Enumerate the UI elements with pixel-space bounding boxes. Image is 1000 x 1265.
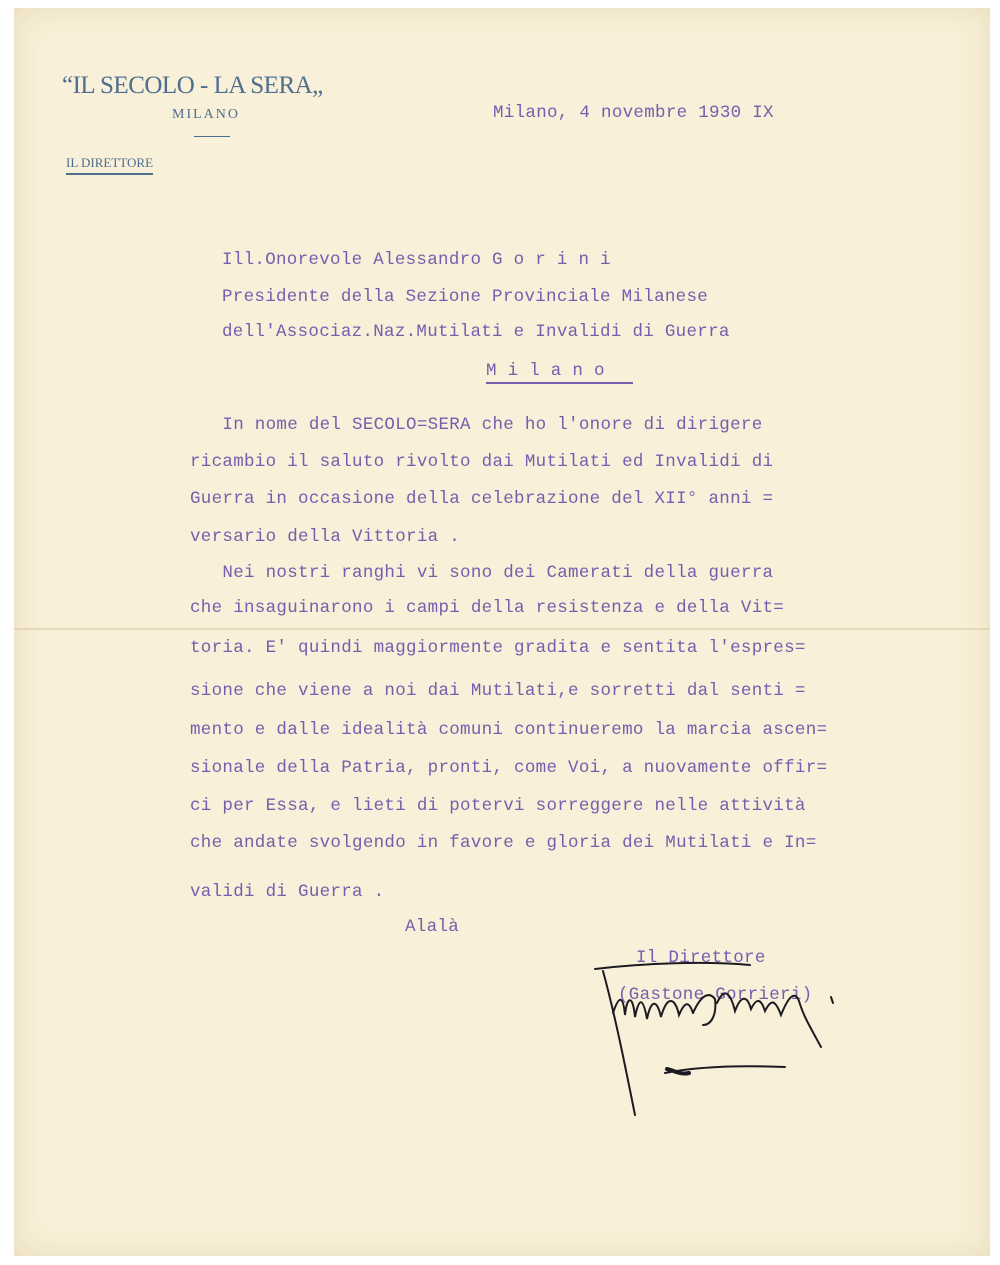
fold-line xyxy=(14,628,990,630)
recipient-line: Ill.Onorevole Alessandro G o r i n i xyxy=(222,250,611,270)
recipient-city: M i l a n o xyxy=(486,361,633,384)
signatory-name: (Gastone Gorrieri) xyxy=(618,985,813,1005)
body-line: versario della Vittoria . xyxy=(190,527,461,547)
signatory-title: Il Direttore xyxy=(636,948,766,968)
handwritten-signature xyxy=(585,955,855,1125)
body-line: validi di Guerra . xyxy=(190,882,385,902)
body-line: toria. E' quindi maggiormente gradita e sentita l'espres= xyxy=(190,638,806,658)
letterhead-title: “IL SECOLO - LA SERA„ xyxy=(62,72,323,99)
recipient-line: Presidente della Sezione Provinciale Milanese xyxy=(222,287,709,307)
body-line: sione che viene a noi dai Mutilati,e sorretti dal senti = xyxy=(190,681,806,701)
closing: Alalà xyxy=(405,917,460,937)
body-line: che andate svolgendo in favore e gloria dei Mutilati e In= xyxy=(190,833,817,853)
body-line: In nome del SECOLO=SERA che ho l'onore di dirigere xyxy=(190,415,763,435)
body-line: ricambio il saluto rivolto dai Mutilati ed Invalidi di xyxy=(190,452,774,472)
body-line: mento e dalle idealità comuni continueremo la marcia ascen= xyxy=(190,720,828,740)
body-line: Guerra in occasione della celebrazione del XII° anni = xyxy=(190,489,774,509)
recipient-line: dell'Associaz.Naz.Mutilati e Invalidi di Guerra xyxy=(222,322,730,342)
body-line: Nei nostri ranghi vi sono dei Camerati della guerra xyxy=(190,563,774,583)
body-line: ci per Essa, e lieti di potervi sorreggere nelle attività xyxy=(190,796,806,816)
letterhead-city: MILANO xyxy=(172,107,240,122)
date-line: Milano, 4 novembre 1930 IX xyxy=(493,103,774,123)
letterhead-rule xyxy=(194,136,230,137)
body-line: che insaguinarono i campi della resistenza e della Vit= xyxy=(190,598,785,618)
body-line: sionale della Patria, pronti, come Voi, a nuovamente offir= xyxy=(190,758,828,778)
letterhead-role: IL DIRETTORE xyxy=(66,155,153,175)
